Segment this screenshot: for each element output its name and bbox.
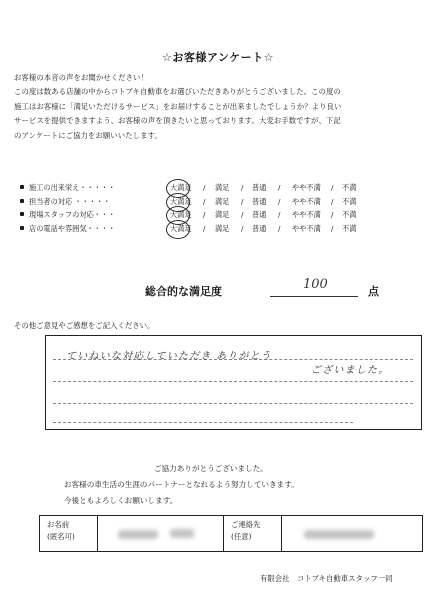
bullet-icon [20,199,24,203]
bullet-icon [20,212,24,216]
handwritten-comment-line: ございました。 [311,365,390,376]
intro-text [14,71,424,143]
survey-title: ☆お客様アンケート☆ [161,51,275,64]
option-separator: / [203,196,206,206]
contact-field[interactable] [282,516,422,551]
rating-option[interactable]: 大満足 [170,223,192,233]
option-separator: / [278,183,281,192]
handwritten-comment-line: ていねいな対応していただき ありがとう [66,351,272,362]
rating-option[interactable]: 不満 [342,183,357,192]
option-separator: / [203,210,206,219]
redacted-name [118,530,158,539]
option-separator: / [278,196,281,206]
rating-option[interactable]: 普通 [252,196,267,206]
rating-option[interactable]: 不満 [342,196,357,206]
option-separator: / [331,210,334,219]
option-separator: / [203,183,206,192]
intro-line: サービスを提供できますよう、お客様の声を頂きたいと思っております。大変お手数ですが、下記 [14,116,341,126]
option-separator: / [331,223,334,233]
rating-option[interactable]: やや不満 [292,183,321,192]
comment-prompt: その他ご意見やご感想をご記入ください。 [14,321,155,330]
contact-label: ご連絡先 [231,520,261,529]
rating-option[interactable]: 満足 [215,183,230,192]
intro-line: お客様の本音の声をお聞かせください！ [14,73,148,82]
rating-option[interactable]: 不満 [342,223,357,233]
rating-option[interactable]: 満足 [215,196,230,206]
rating-row [20,222,420,236]
name-note: (匿名可) [47,532,75,541]
rating-option[interactable]: 大満足 [170,210,192,219]
rating-option[interactable]: 満足 [215,210,230,219]
rating-row [20,195,420,209]
rating-option[interactable]: 不満 [342,210,357,219]
footer-signature: 有限会社 コトブキ自動車スタッフ一同 [260,574,393,583]
rating-questions [20,181,420,235]
rating-row [20,181,420,195]
option-separator: / [278,223,281,233]
comment-box[interactable] [45,335,422,430]
option-separator: / [203,223,206,233]
contact-label-cell [224,516,282,551]
comment-guide-line [53,381,413,382]
rating-option[interactable]: やや不満 [292,210,321,219]
option-separator: / [331,183,334,192]
rating-option[interactable]: 満足 [215,223,230,233]
rating-option[interactable]: 普通 [252,223,267,233]
redacted-contact [304,530,374,539]
name-label-cell [40,516,98,551]
thanks-line: 今後ともよろしくお願いします。 [64,496,178,505]
intro-line: のアンケートにご協力をお願いいたします。 [14,130,162,140]
rating-option[interactable]: やや不満 [292,196,321,206]
thanks-line: お客様の車生活の生涯のパートナーとなれるよう努力していきます。 [64,480,299,489]
option-separator: / [241,196,244,206]
intro-line: この度は数ある店舗の中からコトブキ自動車をお選びいただきありがとうございました。この度の [14,87,341,97]
name-label: お名前 [47,520,70,529]
bullet-icon [20,226,24,230]
comment-guide-line [53,403,413,404]
contact-info-table [39,515,423,552]
thanks-line: ご協力ありがとうございました。 [154,464,268,473]
option-separator: / [241,223,244,233]
redacted-name [170,529,194,538]
option-separator: / [241,210,244,219]
intro-line: 施工はお客様に「満足いただけるサービス」をお届けすることが出来ましたでしょうか？より良い [14,101,342,111]
bullet-icon [20,185,24,189]
rating-label: 現場スタッフの対応・・・ [29,210,116,219]
rating-option[interactable]: 大満足 [170,183,192,192]
option-separator: / [278,210,281,219]
contact-note: (任意) [231,532,252,541]
rating-option[interactable]: 大満足 [170,196,192,206]
comment-guide-line [53,422,353,423]
option-separator: / [331,196,334,206]
overall-satisfaction-label: 総合的な満足度 [145,285,222,298]
overall-answer-line [270,296,358,297]
name-field[interactable] [98,516,224,551]
overall-satisfaction-value[interactable]: 100 [303,277,328,292]
rating-row [20,208,420,222]
thanks-message [64,461,394,509]
rating-option[interactable]: やや不満 [292,223,321,233]
overall-satisfaction-unit: 点 [368,285,379,298]
rating-option[interactable]: 普通 [252,210,267,219]
option-separator: / [241,183,244,192]
selected-circle-mark [166,220,190,239]
rating-label: 店の電話や雰囲気・・・・ [29,223,116,233]
rating-label: 担当者の対応 ・・・・・ [29,196,111,206]
rating-option[interactable]: 普通 [252,183,267,192]
rating-label: 施工の出来栄え・・・・・ [29,183,116,192]
